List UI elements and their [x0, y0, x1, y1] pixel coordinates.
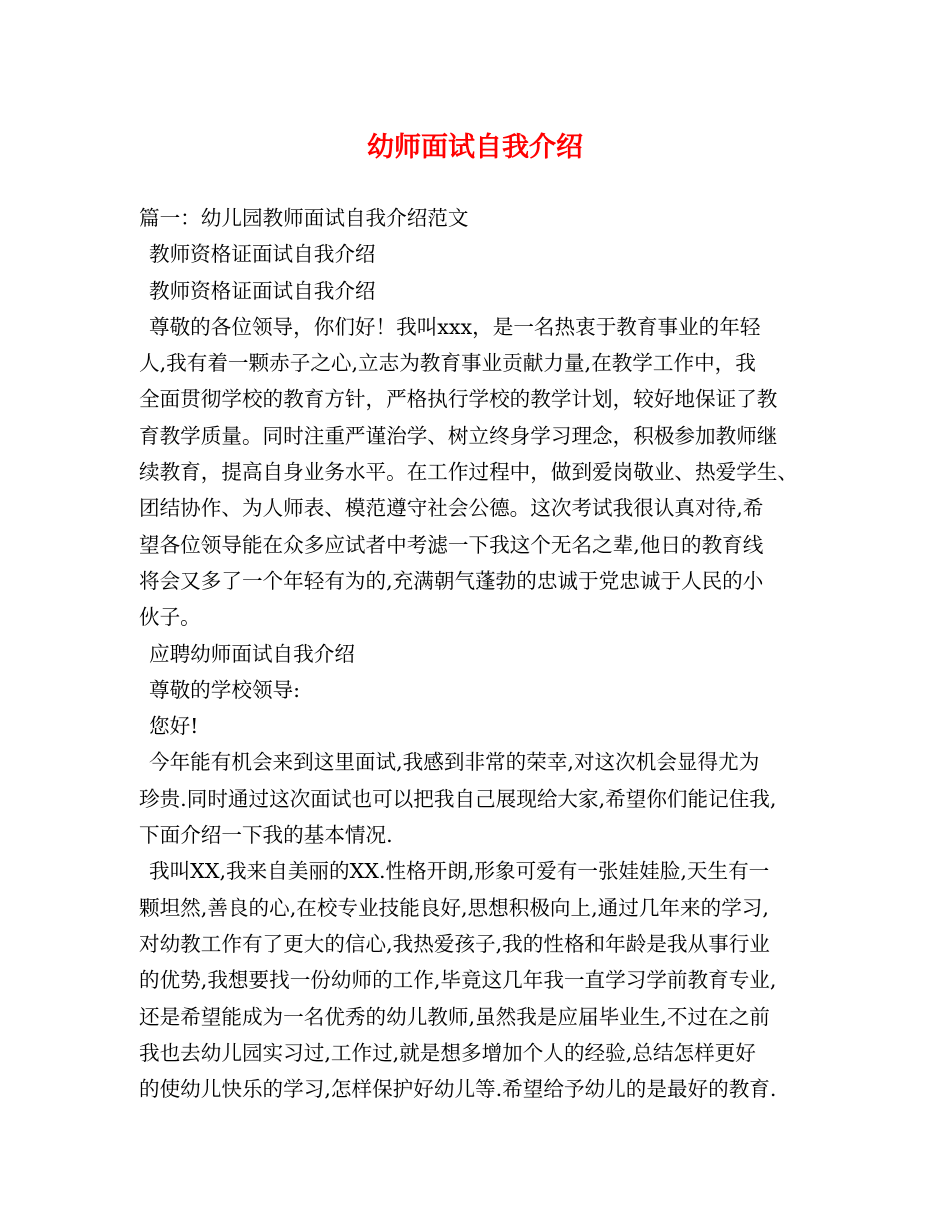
- text-line: 教师资格证面试自我介绍: [149, 278, 376, 303]
- text-line: 还是希望能成为一名优秀的幼儿教师,虽然我是应届毕业生,不过在之前: [139, 1004, 770, 1029]
- text-line: 对幼教工作有了更大的信心,我热爱孩子,我的性格和年龄是我从事行业: [139, 931, 770, 956]
- text-line: 团结协作、为人师表、模范遵守社会公德。这次考试我很认真对待,希: [139, 496, 764, 521]
- text-line: 伙子。: [139, 605, 201, 630]
- text-line: 望各位领导能在众多应试者中考滤一下我这个无名之辈,他日的教育线: [139, 532, 764, 557]
- text-line: 尊敬的学校领导:: [149, 677, 301, 702]
- text-line: 我也去幼儿园实习过,工作过,就是想多增加个人的经验,总结怎样更好: [139, 1040, 756, 1065]
- text-line: 篇一：幼儿园教师面试自我介绍范文: [139, 206, 469, 230]
- text-line: 将会又多了一个年轻有为的,充满朝气蓬勃的忠诚于党忠诚于人民的小: [139, 568, 764, 593]
- text-line: 续教育，提高自身业务水平。在工作过程中，做到爱岗敬业、热爱学生、: [139, 460, 798, 485]
- text-line: 育教学质量。同时注重严谨治学、树立终身学习理念，积极参加教师继: [139, 423, 778, 448]
- text-line: 您好!: [149, 714, 199, 739]
- text-line: 珍贵.同时通过这次面试也可以把我自己展现给大家,希望你们能记住我,: [139, 786, 777, 811]
- text-line: 尊敬的各位领导，你们好！我叫xxx，是一名热衷于教育事业的年轻: [149, 314, 761, 339]
- text-line: 的使幼儿快乐的学习,怎样保护好幼儿等.希望给予幼儿的是最好的教育.: [139, 1077, 777, 1102]
- text-line: 的优势,我想要找一份幼师的工作,毕竟这几年我一直学习学前教育专业,: [139, 968, 777, 993]
- text-line: 应聘幼师面试自我介绍: [149, 641, 355, 666]
- text-line: 我叫XX,我来自美丽的XX.性格开朗,形象可爱有一张娃娃脸,天生有一: [149, 859, 770, 884]
- document-title: 幼师面试自我介绍: [367, 132, 583, 163]
- text-line: 全面贯彻学校的教育方针，严格执行学校的教学计划，较好地保证了教: [139, 387, 778, 412]
- text-line: 教师资格证面试自我介绍: [149, 242, 376, 267]
- text-line: 下面介绍一下我的基本情况.: [139, 823, 393, 848]
- text-line: 人,我有着一颗赤子之心,立志为教育事业贡献力量,在教学工作中，我: [139, 351, 756, 376]
- document-body: [139, 200, 815, 1107]
- text-line: 颗坦然,善良的心,在校专业技能良好,思想积极向上,通过几年来的学习,: [139, 895, 769, 920]
- text-line: 今年能有机会来到这里面试,我感到非常的荣幸,对这次机会显得尤为: [149, 750, 760, 775]
